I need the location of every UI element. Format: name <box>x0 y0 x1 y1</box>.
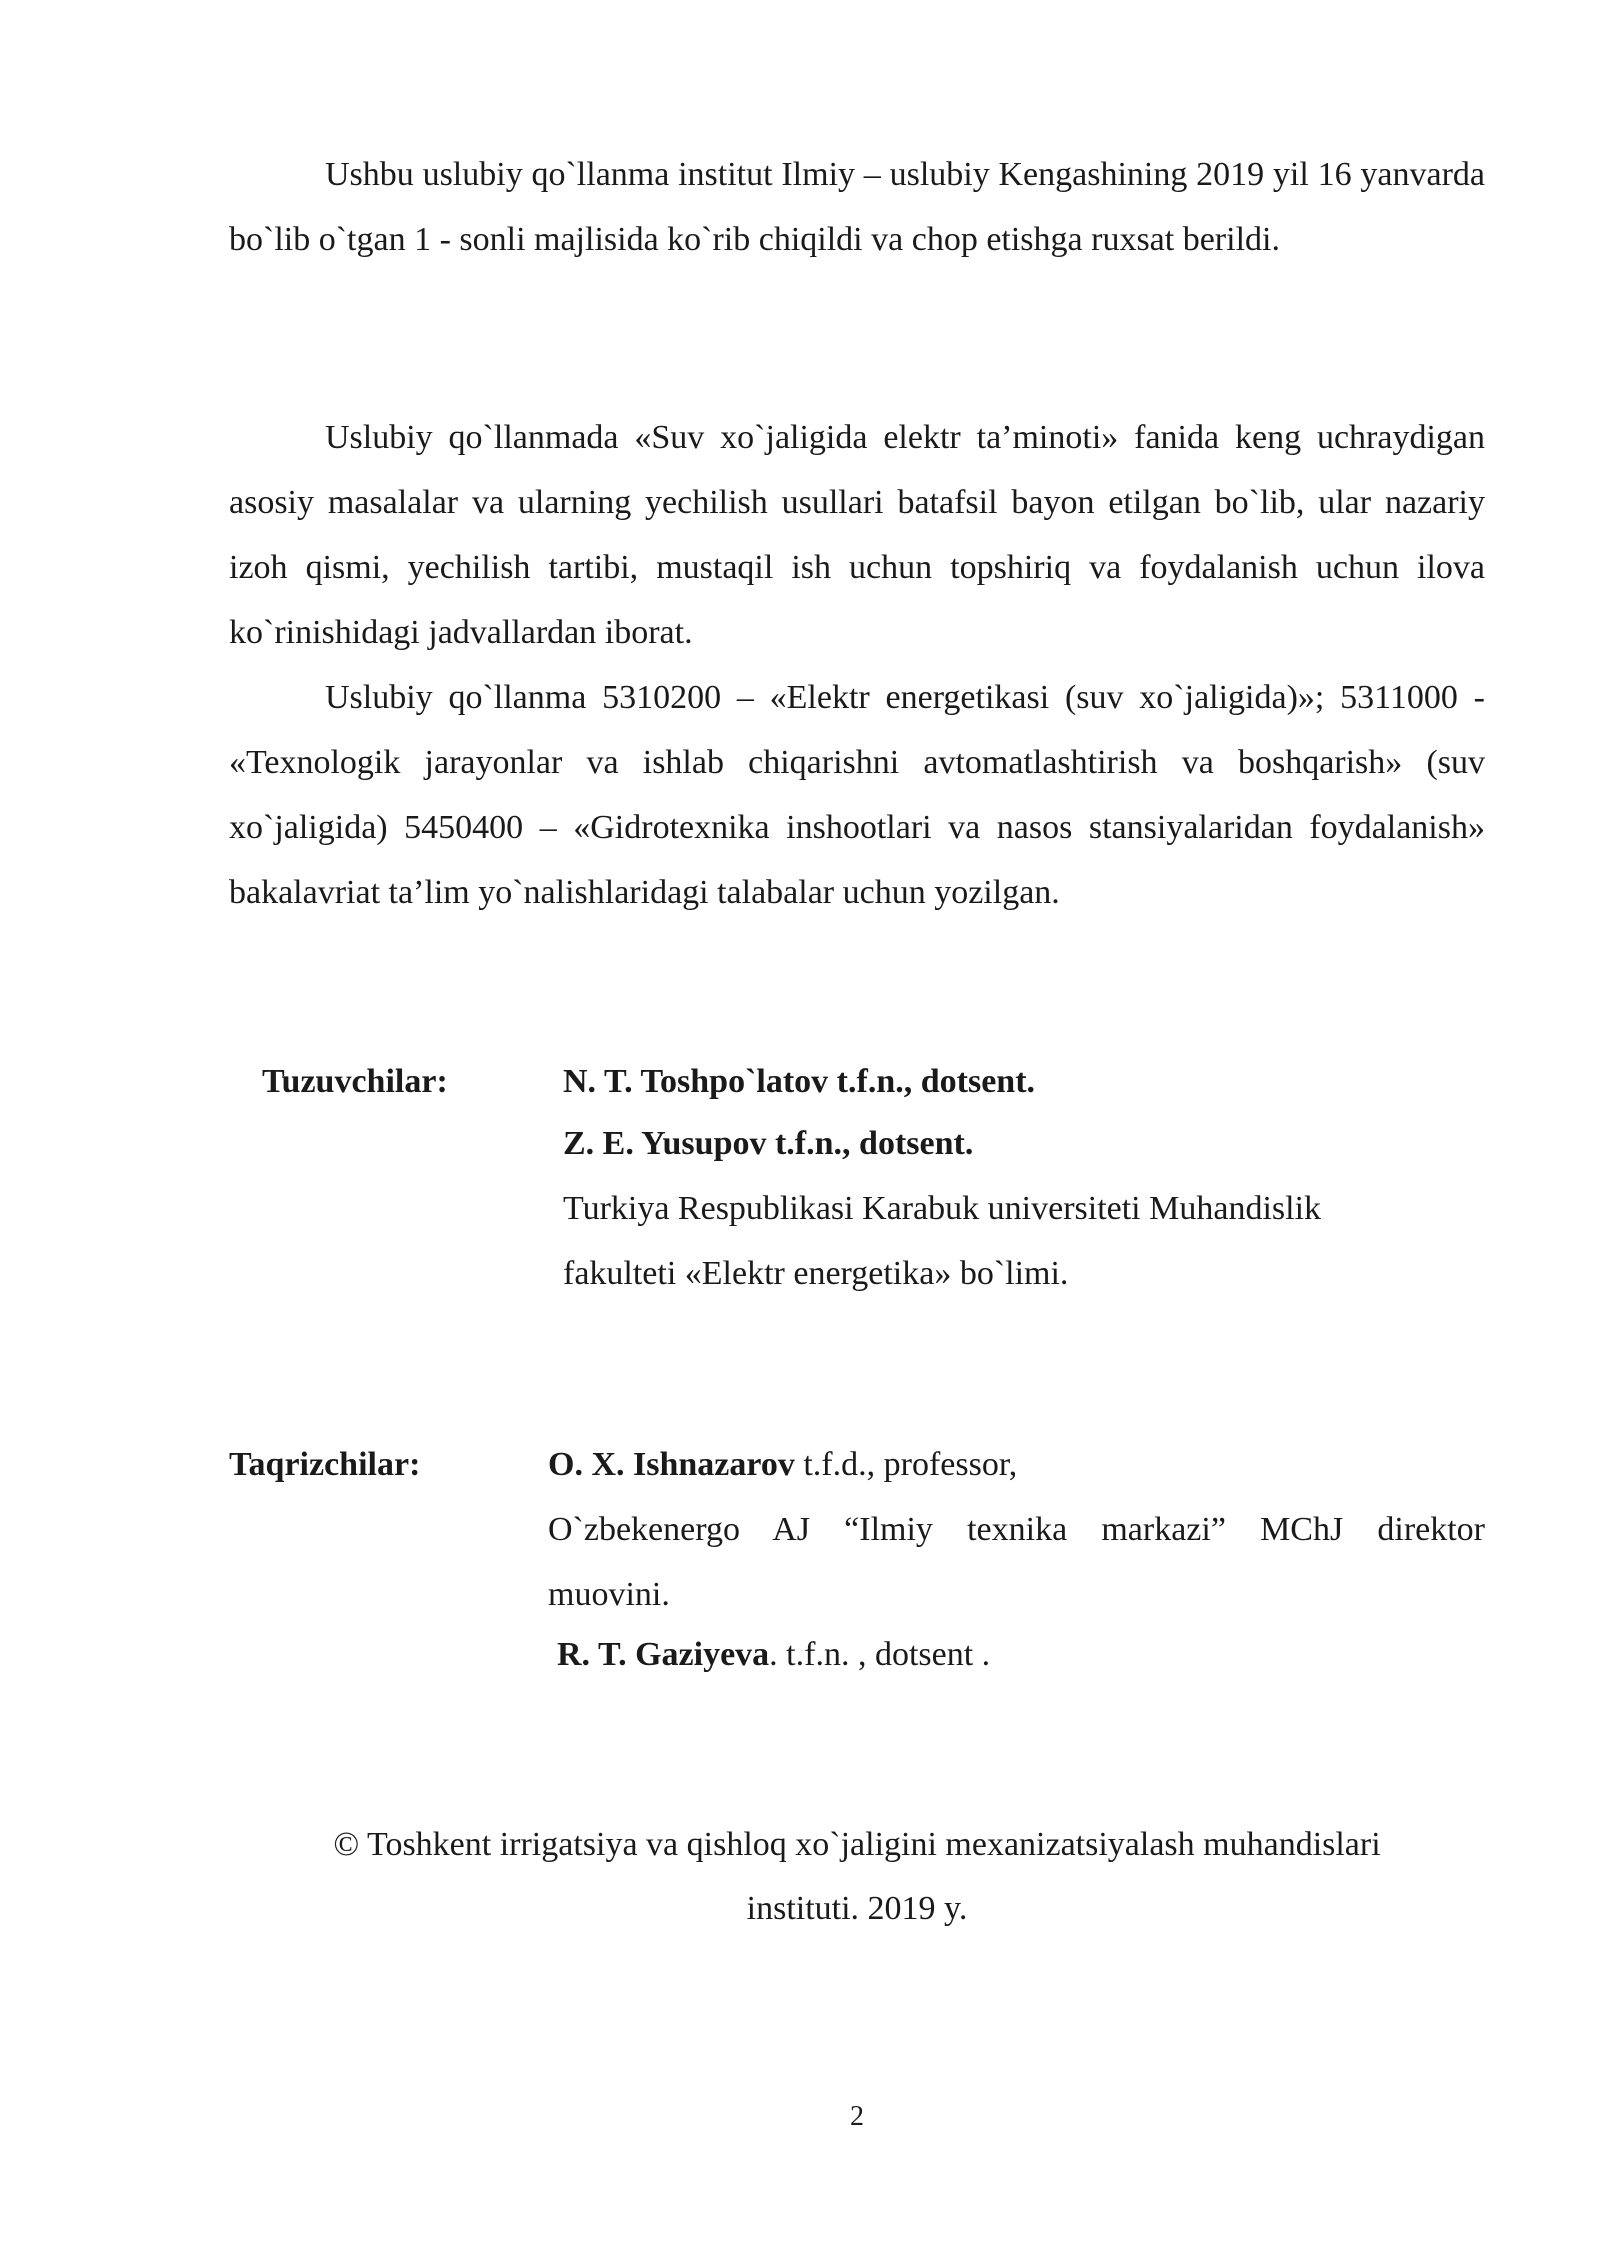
reviewer-1-name: O. X. Ishnazarov <box>548 1446 795 1483</box>
reviewer-2-title: . t.f.n. , dotsent . <box>769 1636 991 1673</box>
compiler-author-2: Z. E. Yusupov t.f.n., dotsent. <box>563 1125 974 1162</box>
audience-paragraph: Uslubiy qo`llanma 5310200 – «Elektr energetikasi (suv xo`jaligida)»; 5311000 - «Texnologik jarayonlar va ishlab chiqarishni avtomatlashtirish va boshqarish» (suv xo`jaligida) 5450400 – «Gidrotexnika inshootlari va nasos stansiyalaridan foydalanish» bakalavriat ta’lim yo`nalishlaridagi talabalar uchun yozilgan. <box>229 679 1485 911</box>
compilers-label: Tuzuvchilar: <box>262 1063 448 1100</box>
reviewer-2-name: R. T. Gaziyeva <box>557 1636 770 1673</box>
compiler-affiliation-line-2: fakulteti «Elektr energetika» bo`limi. <box>563 1255 1069 1292</box>
reviewer-1 <box>548 1446 1017 1484</box>
reviewers-label: Taqrizchilar: <box>229 1446 421 1483</box>
reviewer-1-position-line-1: O`zbekenergo AJ “Ilmiy texnika markazi” MChJ direktor <box>548 1511 1485 1548</box>
page-number: 2 <box>850 2101 864 2132</box>
content-description-paragraph: Uslubiy qo`llanmada «Suv xo`jaligida elektr ta’minoti» fanida keng uchraydigan asosiy masalalar va ularning yechilish usullari batafsil bayon etilgan bo`lib, ular nazariy izoh qismi, yechilish tartibi, mustaqil ish uchun topshiriq va foydalanish uchun ilova ko`rinishidagi jadvallardan iborat. <box>229 419 1485 651</box>
copyright-line-1: © Toshkent irrigatsiya va qishloq xo`jaligini mexanizatsiyalash muhandislari <box>333 1826 1381 1863</box>
approval-paragraph: Ushbu uslubiy qo`llanma institut Ilmiy – uslubiy Kengashining 2019 yil 16 yanvarda bo`lib o`tgan 1 - sonli majlisida ko`rib chiqildi va chop etishga ruxsat berildi. <box>229 156 1485 258</box>
reviewer-1-position-line-2: muovini. <box>548 1576 670 1613</box>
reviewer-2 <box>557 1636 990 1674</box>
compiler-author-1: N. T. Toshpo`latov t.f.n., dotsent. <box>563 1063 1036 1100</box>
compiler-affiliation-line-1: Turkiya Respublikasi Karabuk universiteti Muhandislik <box>563 1190 1322 1227</box>
reviewer-1-title: t.f.d., professor, <box>794 1446 1018 1483</box>
copyright-line-2: instituti. 2019 y. <box>746 1890 968 1927</box>
